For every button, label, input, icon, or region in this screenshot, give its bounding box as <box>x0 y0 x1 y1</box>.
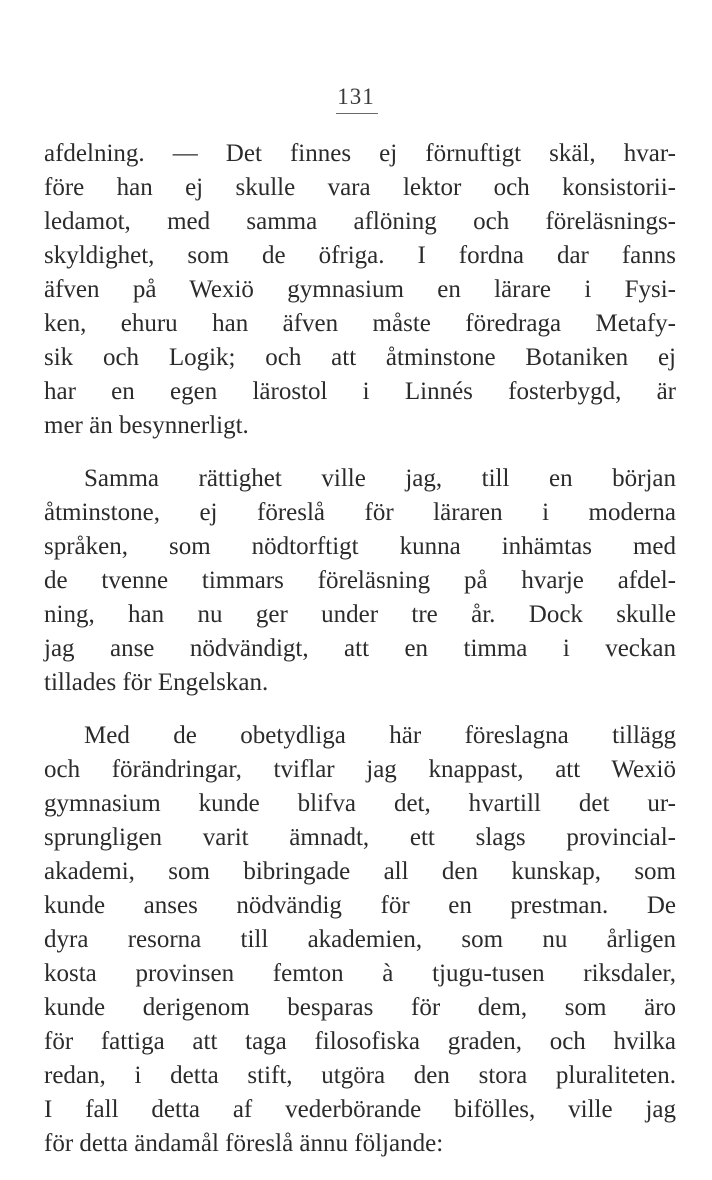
text-line: för detta ändamål föreslå ännu följande: <box>44 1130 444 1157</box>
text-line: ken, ehuru han äfven måste föredraga Metafy- <box>44 310 676 337</box>
text-line: sprungligen varit ämnadt, ett slags provincial- <box>44 824 676 851</box>
text-line: de tvenne timmars föreläsning på hvarje afdel- <box>44 567 676 594</box>
page-number: 131 <box>337 84 375 109</box>
paragraph-1 <box>44 137 676 443</box>
text-line: Med de obetydliga här föreslagna tillägg <box>84 722 676 749</box>
text-line: jag anse nödvändigt, att en timma i veckan <box>44 635 676 662</box>
text-line: Samma rättighet ville jag, till en början <box>84 465 676 492</box>
text-line: kunde derigenom besparas för dem, som äro <box>44 994 676 1021</box>
text-line: före han ej skulle vara lektor och konsistorii- <box>44 174 676 201</box>
text-line: sik och Logik; och att åtminstone Botaniken ej <box>44 344 676 371</box>
text-line: mer än besynnerligt. <box>44 412 249 439</box>
text-line: och förändringar, tviflar jag knappast, att Wexiö <box>44 756 676 783</box>
text-line: tillades för Engelskan. <box>44 669 269 696</box>
body-text <box>44 137 676 1161</box>
text-line: I fall detta af vederbörande bifölles, ville jag <box>44 1096 676 1123</box>
paragraph-gap <box>44 443 676 462</box>
text-line: skyldighet, som de öfriga. I fordna dar fanns <box>44 242 676 269</box>
text-line: gymnasium kunde blifva det, hvartill det ur- <box>44 790 676 817</box>
text-line: ledamot, med samma aflöning och föreläsnings- <box>44 208 676 235</box>
text-line: för fattiga att taga filosofiska graden, och hvilka <box>44 1028 676 1055</box>
paragraph-gap <box>44 700 676 719</box>
text-line: akademi, som bibringade all den kunskap, som <box>44 858 676 885</box>
text-line: har en egen lärostol i Linnés fosterbygd, är <box>44 378 676 405</box>
text-line: språken, som nödtorftigt kunna inhämtas med <box>44 533 676 560</box>
paragraph-2 <box>44 462 676 700</box>
page-number-rule <box>336 113 378 114</box>
text-line: ning, han nu ger under tre år. Dock skulle <box>44 601 676 628</box>
text-line: kosta provinsen femton à tjugu-tusen riksdaler, <box>44 960 676 987</box>
text-line: åtminstone, ej föreslå för läraren i moderna <box>44 499 676 526</box>
text-line: afdelning. — Det finnes ej förnuftigt skäl, hvar- <box>44 140 676 167</box>
text-line: dyra resorna till akademien, som nu årligen <box>44 926 676 953</box>
paragraph-3 <box>44 719 676 1161</box>
text-line: äfven på Wexiö gymnasium en lärare i Fysi- <box>44 276 676 303</box>
text-line: redan, i detta stift, utgöra den stora pluraliteten. <box>44 1062 676 1089</box>
text-line: kunde anses nödvändig för en prestman. De <box>44 892 676 919</box>
